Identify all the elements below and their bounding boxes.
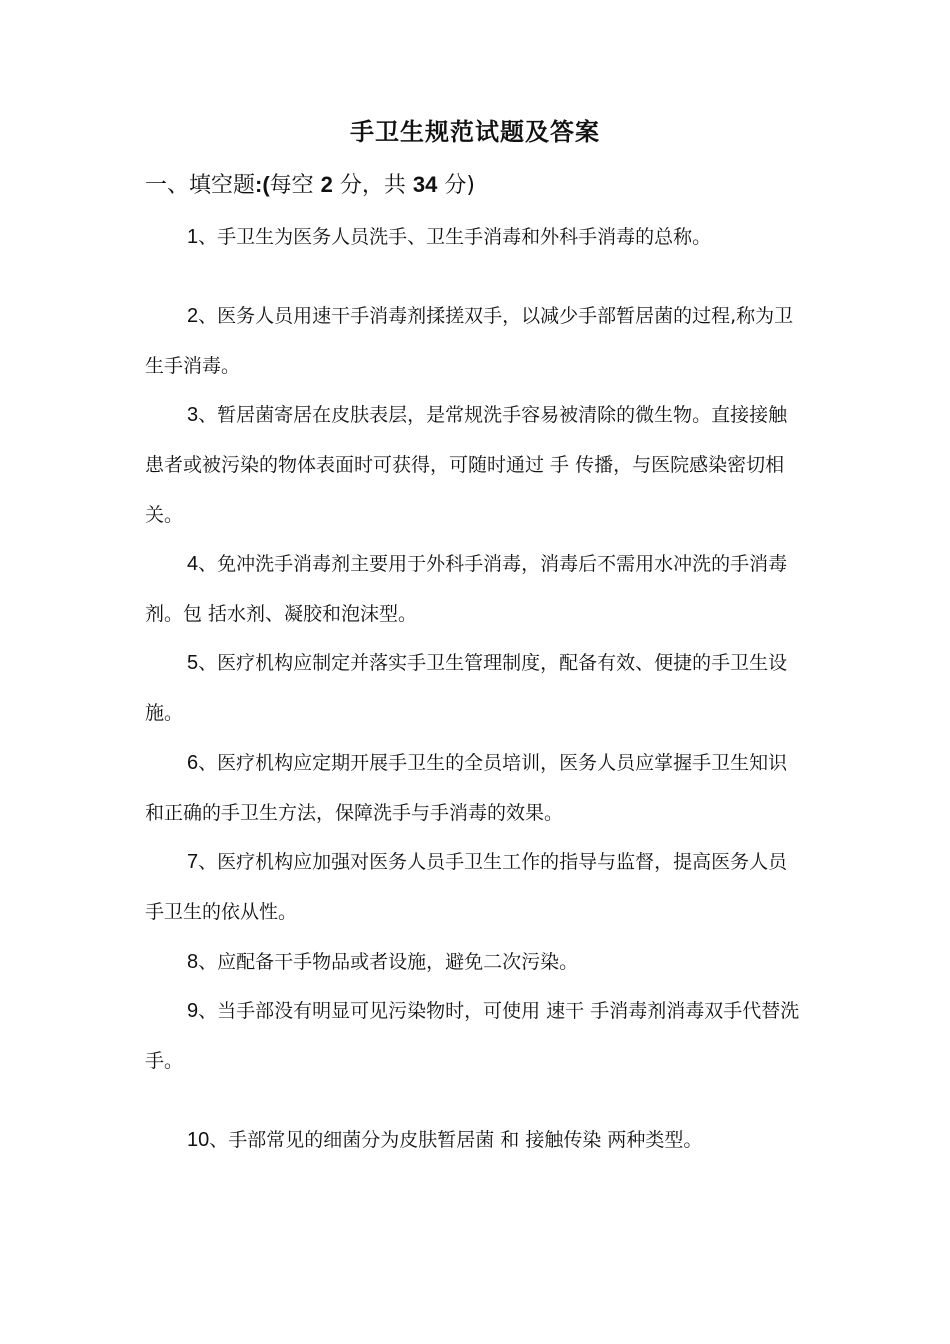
question-item-8: [145, 937, 805, 987]
section-text-3: 分): [437, 173, 475, 198]
question-text: 、应配备干手物品或者设施，避免二次污染。: [198, 951, 579, 973]
section-points-total: 34: [412, 172, 438, 197]
question-text: 、医疗机构应定期开展手卫生的全员培训，医务人员应掌握手卫生知识和正确的手卫生方法，保障洗手与手消毒的效果。: [145, 752, 788, 824]
question-text: 、医疗机构应加强对医务人员手卫生工作的指导与监督，提高医务人员手卫生的依从性。: [145, 851, 788, 923]
question-text: 、当手部没有明显可见污染物时，可使用 速干 手消毒剂消毒双手代替洗手。: [145, 1000, 800, 1072]
section-colon-paren: :(: [255, 172, 270, 197]
question-number: 9: [187, 1000, 199, 1022]
question-item-7: [145, 837, 805, 937]
question-item-2: [145, 291, 805, 391]
question-item-5: [145, 638, 805, 738]
question-number: 10: [187, 1129, 210, 1151]
question-item-1: [145, 212, 805, 262]
document-title: 手卫生规范试题及答案: [350, 118, 600, 146]
question-text: 、手卫生为医务人员洗手、卫生手消毒和外科手消毒的总称。: [198, 226, 712, 248]
question-number: 3: [187, 404, 199, 426]
question-item-10: [145, 1115, 805, 1165]
section-text-1: 每空: [269, 173, 321, 198]
question-item-3: [145, 390, 805, 540]
section-heading: [145, 168, 475, 199]
question-number: 1: [187, 226, 199, 248]
question-item-9: [145, 986, 805, 1086]
question-number: 4: [187, 553, 199, 575]
question-text: 、暂居菌寄居在皮肤表层，是常规洗手容易被清除的微生物。直接接触患者或被污染的物体表面时可获得，可随时通过 手 传播，与医院感染密切相关。: [145, 404, 788, 526]
section-text-2: 分，共: [332, 173, 413, 198]
question-text: 、免冲洗手消毒剂主要用于外科手消毒，消毒后不需用水冲洗的手消毒剂。包 括水剂、凝胶和泡沫型。: [145, 553, 788, 625]
question-number: 7: [187, 851, 199, 873]
question-number: 6: [187, 752, 199, 774]
question-item-6: [145, 738, 805, 838]
question-number: 2: [187, 305, 199, 327]
question-text: 、手部常见的细菌分为皮肤暂居菌 和 接触传染 两种类型。: [209, 1129, 703, 1151]
question-text: 、医疗机构应制定并落实手卫生管理制度，配备有效、便捷的手卫生设施。: [145, 652, 788, 724]
question-text: 、医务人员用速干手消毒剂揉搓双手，以减少手部暂居菌的过程,称为卫生手消毒。: [145, 305, 794, 377]
section-prefix: 一、填空题: [145, 173, 256, 198]
question-number: 5: [187, 652, 199, 674]
section-points-each: 2: [320, 172, 333, 197]
question-number: 8: [187, 951, 199, 973]
question-item-4: [145, 539, 805, 639]
